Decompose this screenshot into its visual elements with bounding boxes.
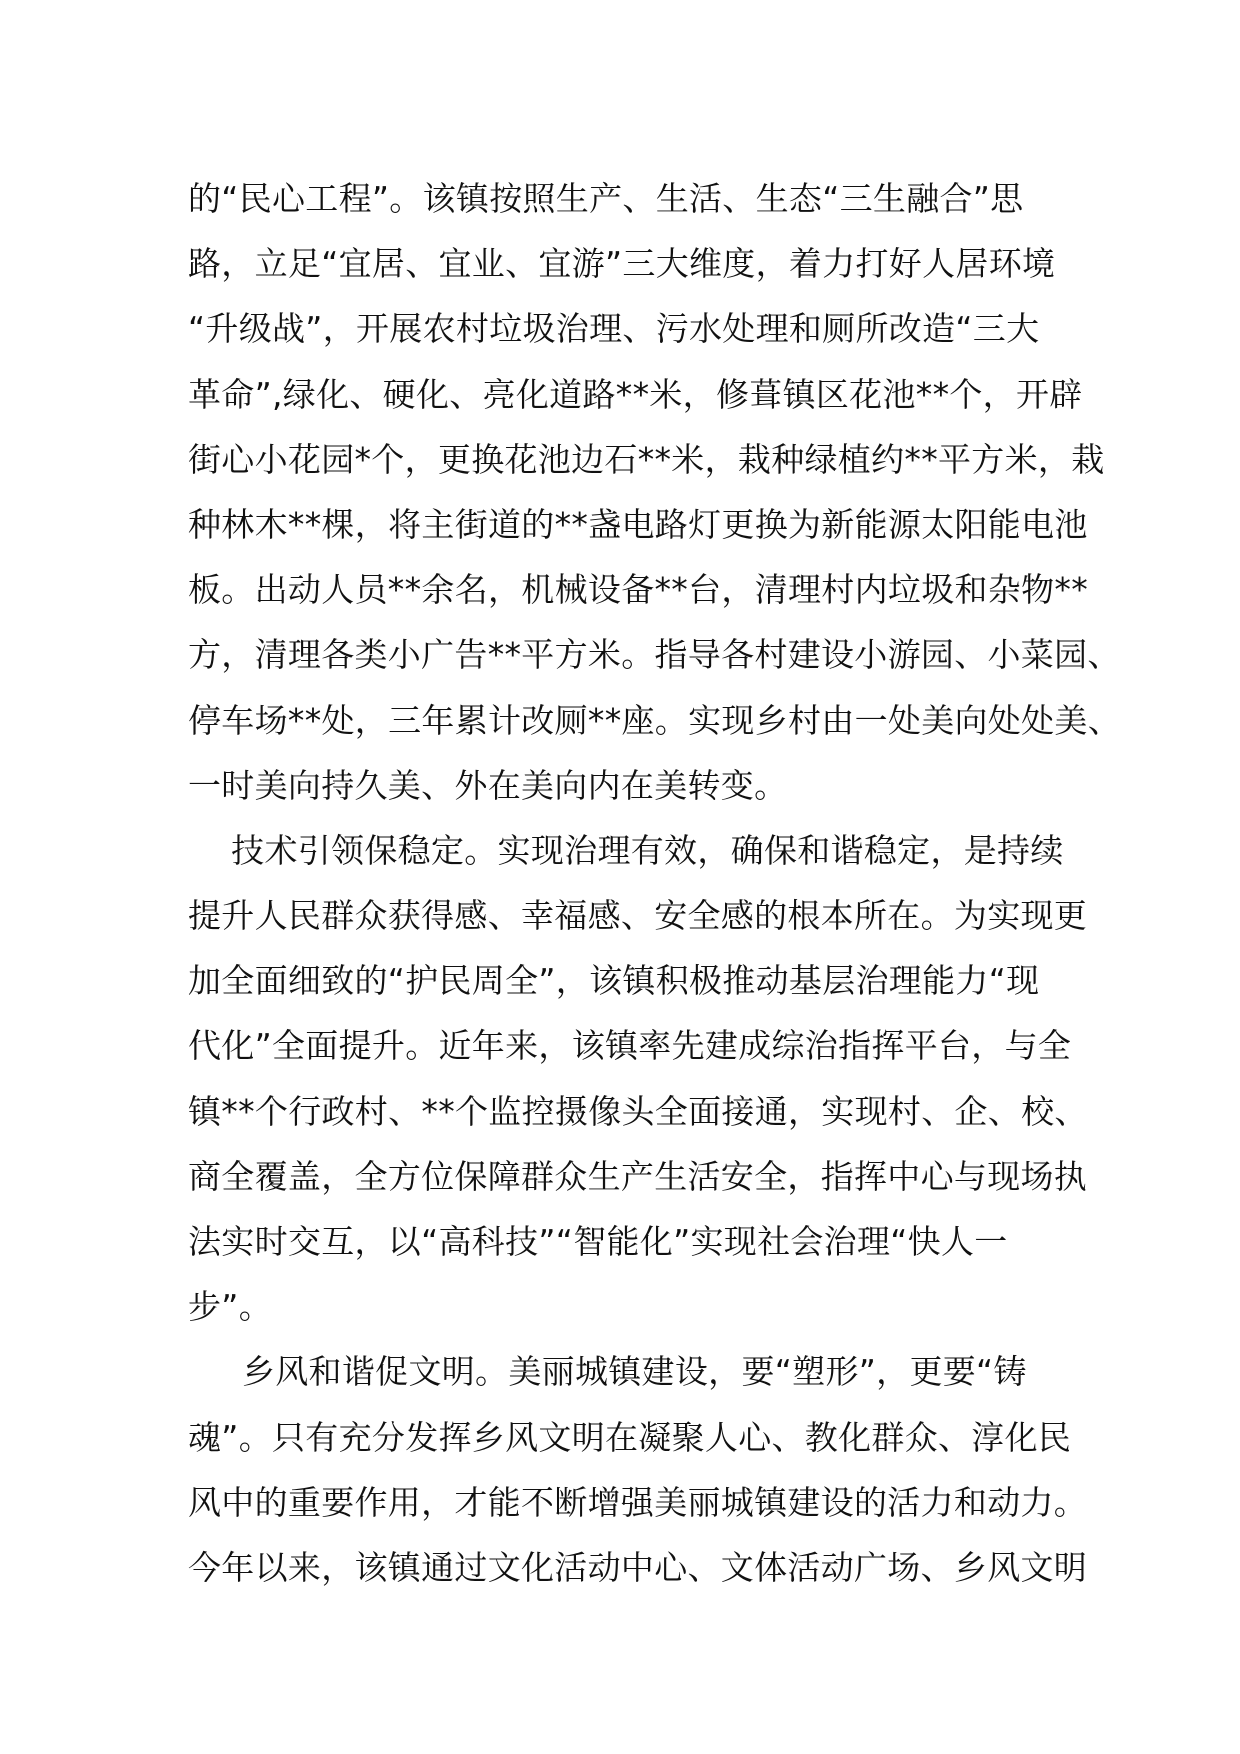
text-line: 风中的重要作用，才能不断增强美丽城镇建设的活力和动力。 [188, 1482, 1088, 1522]
text-line: 步”。 [188, 1287, 272, 1327]
paragraph-1 [188, 166, 1121, 818]
text-line: 的“民心工程”。该镇按照生产、生活、生态“三生融合”思 [188, 179, 1024, 218]
text-line: 种林木**棵，将主街道的**盏电路灯更换为新能源太阳能电池 [188, 504, 1088, 544]
text-line: 方，清理各类小广告**平方米。指导各村建设小游园、小菜园、 [188, 635, 1121, 675]
text-line: 提升人民群众获得感、幸福感、安全感的根本所在。为实现更 [188, 896, 1088, 936]
text-line: “升级战”，开展农村垃圾治理、污水处理和厕所改造“三大 [188, 309, 1040, 349]
text-line: 今年以来，该镇通过文化活动中心、文体活动广场、乡风文明 [188, 1547, 1088, 1587]
text-line: 代化”全面提升。近年来，该镇率先建成综治指挥平台，与全 [188, 1026, 1072, 1066]
paragraph-3 [188, 1339, 1088, 1600]
text-line: 技术引领保稳定。实现治理有效，确保和谐稳定，是持续 [188, 830, 1064, 870]
text-line: 板。出动人员**余名，机械设备**台，清理村内垃圾和杂物** [188, 570, 1088, 610]
body-text [188, 166, 1121, 1600]
text-line: 停车场**处，三年累计改厕**座。实现乡村由一处美向处处美、 [188, 700, 1121, 740]
text-line: 路，立足“宜居、宜业、宜游”三大维度，着力打好人居环境 [188, 244, 1056, 284]
text-line: 加全面细致的“护民周全”，该镇积极推动基层治理能力“现 [188, 961, 1040, 1001]
text-line: 魂”。只有充分发挥乡风文明在凝聚人心、教化群众、淳化民 [188, 1417, 1072, 1457]
text-line: 镇**个行政村、**个监控摄像头全面接通，实现村、企、校、 [188, 1091, 1088, 1131]
text-line: 商全覆盖，全方位保障群众生产生活安全，指挥中心与现场执 [188, 1156, 1088, 1196]
paragraph-2 [188, 818, 1088, 1340]
text-line: 革命”,绿化、硬化、亮化道路**米，修葺镇区花池**个，开辟 [188, 374, 1083, 414]
text-line: 乡风和谐促文明。美丽城镇建设，要“塑形”，更要“铸 [188, 1352, 1027, 1392]
text-line: 街心小花园*个，更换花池边石**米，栽种绿植约**平方米，栽 [188, 439, 1105, 479]
text-line: 一时美向持久美、外在美向内在美转变。 [188, 765, 788, 805]
text-line: 法实时交互，以“高科技”“智能化”实现社会治理“快人一 [188, 1222, 1008, 1261]
